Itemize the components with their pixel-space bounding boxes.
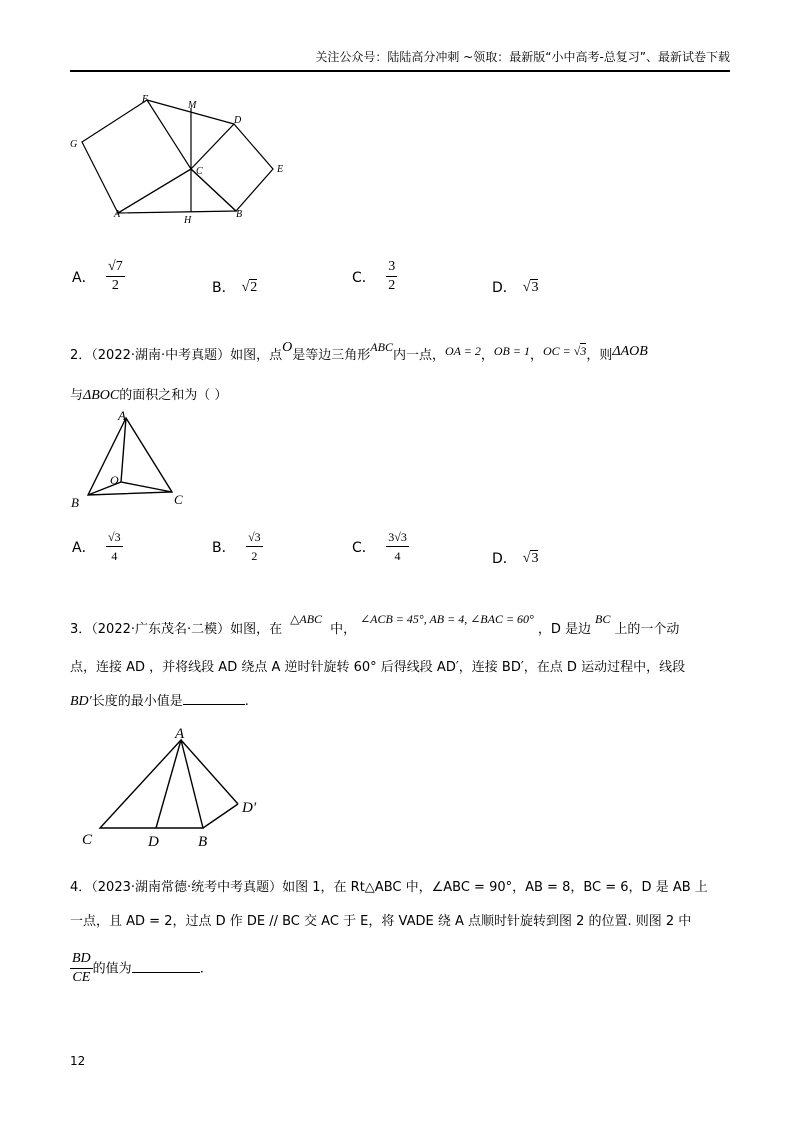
text: ， (529, 348, 543, 363)
text: . (244, 694, 249, 709)
frac-num: √3 (106, 528, 123, 547)
question-number: 3． (70, 622, 92, 637)
triangle-abc (118, 169, 236, 213)
radicand: 2 (250, 280, 258, 295)
text: 如图，在 (230, 622, 283, 637)
q1-option-b[interactable]: B． √2 (212, 277, 257, 297)
page-number: 12 (70, 1054, 86, 1068)
header-rule (70, 70, 730, 72)
question-number: 4． (70, 880, 92, 895)
label-a: A (114, 209, 121, 220)
page-header: 关注公众号：陆陆高分冲刺 ~领取：最新版“小中高考-总复习”、最新试卷下载 (315, 50, 730, 64)
answer-blank[interactable] (132, 972, 200, 973)
option-letter: D． (492, 551, 517, 567)
label-d: D (148, 834, 159, 850)
q4-line-1 (70, 876, 708, 895)
label-h: H (184, 215, 192, 226)
frac-num: √3 (246, 528, 263, 547)
label-b: B (236, 209, 243, 220)
text: 的值为 (92, 961, 132, 977)
text: 如图，点 (230, 348, 283, 363)
label-d: D (234, 115, 242, 126)
label-c: C (174, 492, 183, 507)
triangle-abc (100, 740, 203, 828)
text: 内一点， (392, 348, 445, 363)
label-d-prime: D′ (242, 800, 257, 816)
frac-den: 2 (111, 278, 119, 293)
square-bcde (191, 124, 273, 211)
q3-line-3 (70, 690, 249, 710)
math: △ABC (290, 612, 323, 626)
math: ΔAOB (612, 344, 648, 359)
option-letter: B． (212, 280, 236, 296)
text: 上的一个动 (614, 622, 680, 637)
option-letter: A． (72, 539, 96, 556)
label-a: A (118, 408, 126, 423)
frac-num: BD (70, 950, 93, 969)
label-c: C (82, 832, 93, 848)
label-e: E (277, 164, 284, 175)
q2-line-1: 2．（2022·湖南·中考真题）如图，点O是等边三角形ABC内一点，OA = 2，OB = 1，OC = √3，则ΔAOB (70, 340, 648, 363)
question-source: （2023·湖南常德·统考中考真题） (91, 880, 283, 895)
text: ， (480, 348, 494, 363)
math: BC (595, 612, 611, 626)
option-letter: B． (212, 539, 236, 556)
frac-den: 4 (111, 549, 118, 563)
text: 中， (330, 622, 357, 637)
text: 的面积之和为（ ） (119, 388, 228, 403)
q1-option-c[interactable] (352, 258, 397, 295)
text: 长度的最小值是 (91, 694, 183, 709)
option-letter: C． (352, 269, 376, 286)
label-g: G (70, 139, 78, 150)
math: OB = 1 (493, 344, 530, 358)
q1-option-d[interactable]: D． √3 (492, 277, 538, 297)
radicand: 3 (580, 344, 587, 358)
q4-line-3 (70, 950, 204, 987)
math: OA = 2 (444, 344, 481, 358)
frac-den: 2 (251, 549, 258, 563)
option-letter: C． (352, 539, 376, 556)
square-acfg (82, 100, 191, 213)
frac-num: √7 (106, 258, 125, 277)
q2-option-d[interactable]: D． √3 (492, 548, 538, 568)
label-b: B (198, 834, 208, 850)
q2-option-b[interactable] (212, 528, 263, 565)
label-c: C (196, 166, 203, 177)
radicand: 3 (531, 280, 539, 295)
q4-line-2: 一点，且 AD = 2，过点 D 作 DE // BC 交 AC 于 E，将 VADE 绕 A 点顺时针旋转到图 2 的位置. 则图 2 中 (70, 914, 692, 929)
text: 与 (70, 388, 84, 403)
question-source: （2022·广东茂名·二模） (91, 622, 231, 637)
label-m: M (188, 100, 197, 111)
q2-line-2 (70, 384, 227, 404)
figure-squares (60, 90, 300, 230)
math: ΔBOC (83, 388, 120, 403)
frac-num: 3 (386, 258, 397, 277)
segment-bd-prime (203, 804, 238, 828)
option-letter: D． (492, 280, 517, 296)
frac-den: 2 (388, 278, 396, 293)
label-o: O (110, 473, 119, 487)
math: O (282, 340, 293, 355)
radicand: 3 (531, 551, 539, 566)
label-a: A (175, 726, 185, 742)
math: ABC (370, 340, 393, 354)
q2-option-c[interactable] (352, 528, 409, 565)
q2-option-a[interactable] (72, 528, 123, 565)
text: 是等边三角形 (292, 348, 371, 363)
frac-den: CE (72, 970, 91, 985)
text: 如图 1，在 Rt△ABC 中，∠ABC = 90°，AB = 8，BC = 6，D 是 AB 上 (282, 880, 708, 895)
frac-num: 3√3 (386, 528, 409, 547)
question-number: 2． (70, 348, 92, 363)
q3-line-1 (70, 612, 679, 637)
answer-blank[interactable] (183, 704, 245, 705)
math: ∠ACB = 45°, AB = 4, ∠BAC = 60° (360, 612, 534, 626)
label-f: F (142, 94, 149, 105)
option-letter: A． (72, 269, 96, 286)
math: BD′ (70, 694, 92, 709)
text: ，D 是边 (537, 622, 592, 637)
frac-den: 4 (394, 549, 401, 563)
figure-equilateral (66, 406, 196, 514)
q1-option-a[interactable] (72, 258, 125, 295)
text: . (199, 961, 204, 977)
question-source: （2022·湖南·中考真题） (91, 348, 231, 363)
figure-rotation (78, 722, 278, 852)
text: ，则 (586, 348, 613, 363)
label-b: B (71, 495, 79, 510)
segment-oc (121, 482, 172, 492)
math: OC = (543, 344, 574, 358)
q3-line-2: 点，连接 AD ，并将线段 AD 绕点 A 逆时针旋转 60° 后得线段 AD′，连接 BD′，在点 D 运动过程中，线段 (70, 660, 686, 675)
